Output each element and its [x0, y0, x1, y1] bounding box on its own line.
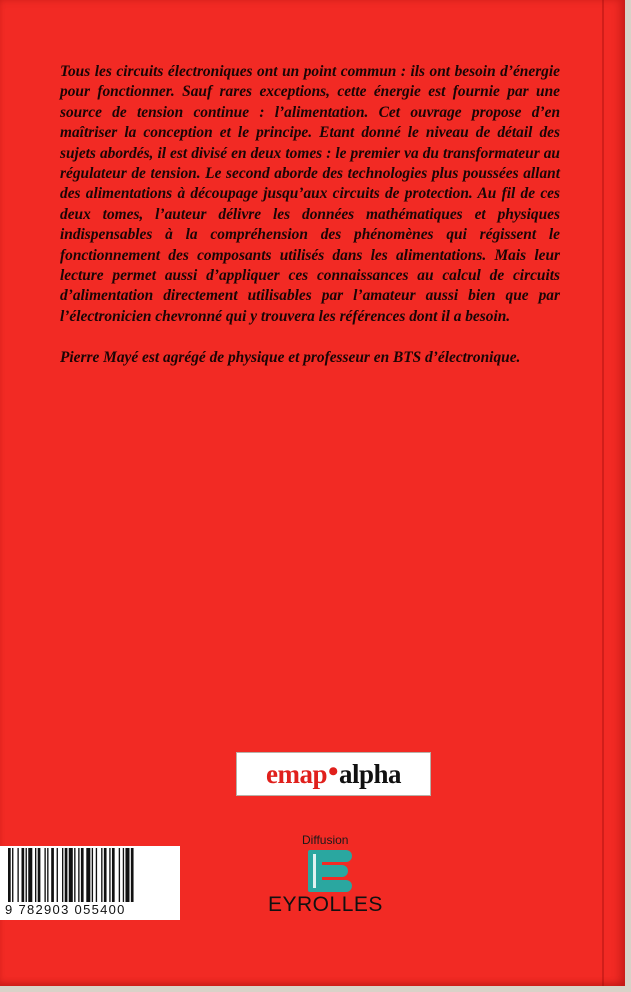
barcode-bars: [6, 848, 174, 904]
barcode-bar: [104, 848, 107, 902]
barcode-digits: 9 782903 055400: [5, 902, 126, 917]
barcode-bar: [109, 848, 110, 902]
barcode-bar: [62, 848, 63, 902]
logo-dot: •: [327, 755, 338, 788]
barcode-bar: [57, 848, 58, 902]
eyrolles-wordmark: EYROLLES: [268, 893, 383, 916]
barcode-bar: [26, 848, 27, 902]
barcode-bar: [38, 848, 41, 902]
barcode-bar: [101, 848, 102, 902]
cover-crease: [602, 0, 604, 986]
barcode-bar: [44, 848, 45, 902]
back-cover-blurb: [60, 62, 560, 369]
barcode-bar: [78, 848, 79, 902]
barcode-bar: [123, 848, 124, 902]
barcode-bar: [96, 848, 97, 902]
barcode-bar: [22, 848, 25, 902]
barcode-bar: [51, 848, 54, 902]
barcode-bar: [28, 848, 32, 902]
barcode-bar: [112, 848, 115, 902]
barcode-bar: [8, 848, 11, 902]
logo-emap-text: emap: [265, 758, 327, 789]
barcode-bar: [12, 848, 13, 902]
logo-alpha-text: alpha: [338, 758, 402, 789]
barcode-bar: [74, 848, 75, 902]
barcode-bar: [92, 848, 93, 902]
author-bio-paragraph: Pierre Mayé est agrégé de physique et professeur en BTS d’électronique.: [60, 349, 521, 367]
isbn-barcode: [0, 846, 180, 920]
barcode-bar: [86, 848, 90, 902]
barcode-bar: [17, 848, 18, 902]
eyrolles-e-logo-icon: [308, 850, 354, 892]
barcode-bar: [119, 848, 120, 902]
barcode-bar: [131, 848, 134, 902]
barcode-bar: [69, 848, 73, 902]
emap-alpha-logo: [236, 752, 431, 796]
barcode-bar: [81, 848, 84, 902]
barcode-bar: [125, 848, 129, 902]
barcode-bar: [47, 848, 48, 902]
barcode-bar: [65, 848, 68, 902]
diffusion-label: Diffusion: [302, 833, 349, 847]
description-paragraph: Tous les circuits électroniques ont un point commun : ils ont besoin d’énergie pour fonctionner. Sauf rares exceptions, cette énergie est fournie par une source de tension continue : l’alimentation. Cet ouvrage propose d’en maîtriser la conception et le principe. Etant donné le niveau de détail des sujets abordés, il est divisé en deux tomes : le premier va du transformateur au régulateur de tension. Le second aborde des technologies plus poussées allant des alimentations à découpage jusqu’aux circuits de protection. Au fil de ces deux tomes, l’auteur délivre les données mathématiques et physiques indispensables à la compréhension des phénomènes qui régissent le fonctionnement des composants utilisés dans les alimentations. Mais leur lecture permet aussi d’appliquer ces connaissances au calcul de circuits d’alimentation directement utilisables par l’amateur aussi bien que par l’électronicien chevronné qui y trouvera les références dont il a besoin.: [60, 63, 560, 325]
barcode-bar: [35, 848, 36, 902]
